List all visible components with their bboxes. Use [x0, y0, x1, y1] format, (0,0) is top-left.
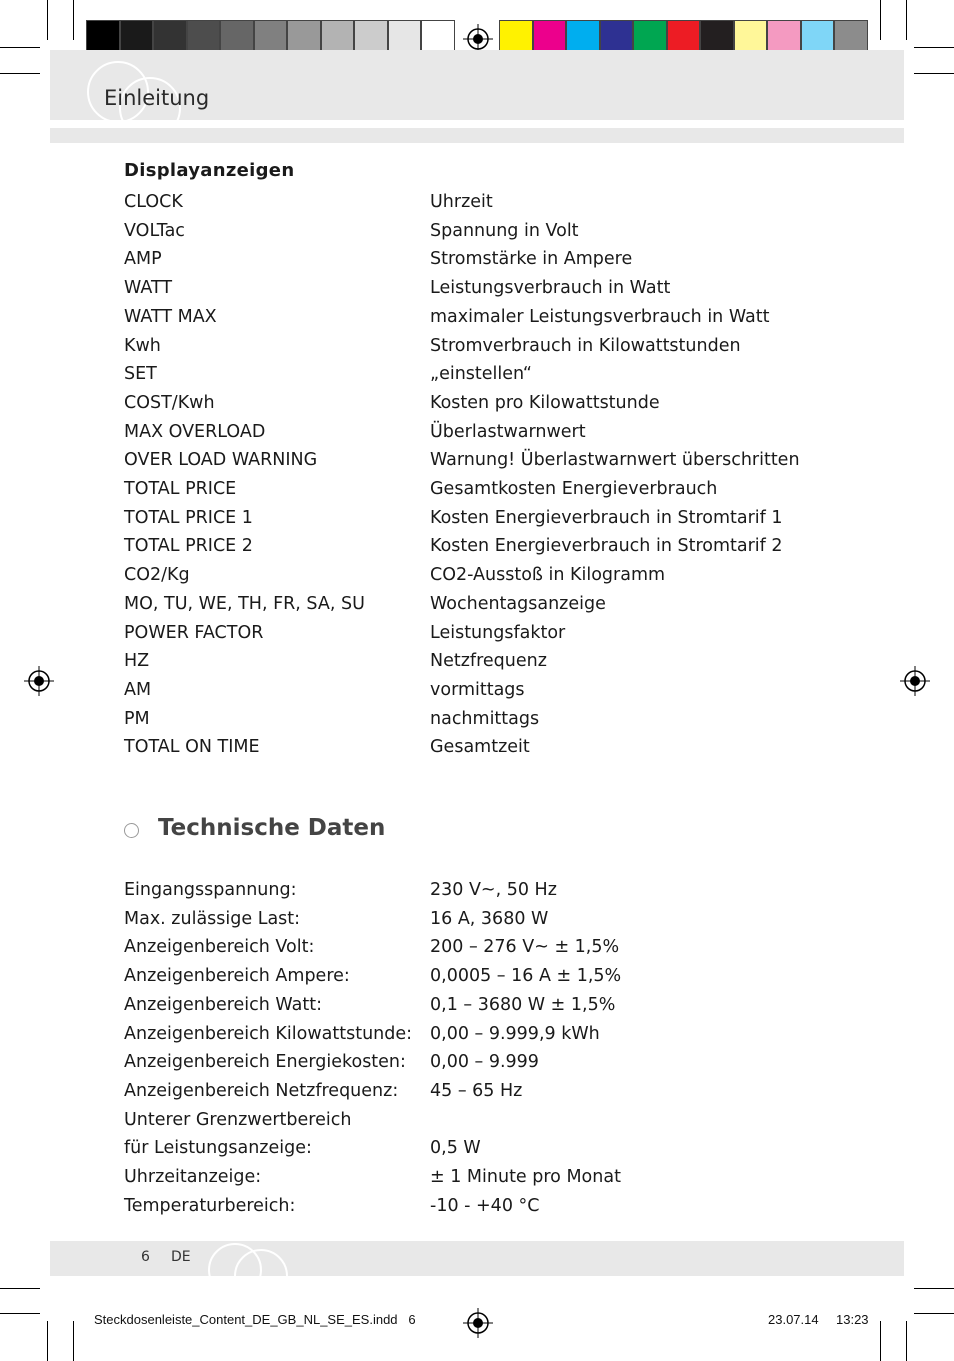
- row-description: 0,0005 – 16 A ± 1,5%: [430, 966, 622, 987]
- row-term: MAX OVERLOAD: [124, 421, 266, 442]
- color-swatch: [354, 20, 388, 53]
- row-term: CO2/Kg: [124, 565, 190, 586]
- color-swatch: [187, 20, 221, 53]
- header-strip: [50, 128, 904, 143]
- color-swatch: [566, 20, 600, 53]
- row-description: Kosten Energieverbrauch in Stromtarif 1: [430, 507, 783, 528]
- table-row: [124, 962, 824, 991]
- row-description: 0,00 – 9.999,9 kWh: [430, 1023, 600, 1044]
- row-description: Wochentagsanzeige: [430, 593, 606, 614]
- row-term: WATT MAX: [124, 306, 217, 327]
- row-description: 0,1 – 3680 W ± 1,5%: [430, 994, 616, 1015]
- crop-mark: [914, 1288, 954, 1289]
- row-description: 0,5 W: [430, 1138, 481, 1159]
- color-swatch: [633, 20, 667, 53]
- crop-mark: [906, 0, 907, 40]
- row-term: COST/Kwh: [124, 392, 215, 413]
- row-description: 0,00 – 9.999: [430, 1052, 539, 1073]
- row-description: nachmittags: [430, 708, 540, 729]
- crop-mark: [880, 0, 881, 40]
- row-term: TOTAL PRICE: [124, 479, 237, 499]
- page-title: Einleitung: [104, 86, 210, 110]
- row-term: Temperaturbereich:: [124, 1195, 296, 1216]
- table-row: [124, 303, 824, 332]
- color-swatch: [767, 20, 801, 53]
- row-term: AMP: [124, 249, 162, 270]
- row-description: Stromstärke in Ampere: [430, 249, 633, 270]
- color-swatch: [700, 20, 734, 53]
- row-term: PM: [124, 708, 150, 729]
- crop-mark: [914, 47, 954, 48]
- table-row: [124, 245, 824, 274]
- row-description: 16 A, 3680 W: [430, 908, 549, 929]
- row-description: -10 - +40 °C: [430, 1195, 540, 1216]
- row-description: Leistungsfaktor: [430, 622, 566, 643]
- slug-date: 23.07.14: [768, 1312, 819, 1327]
- color-swatch: [499, 20, 533, 53]
- row-description: 45 – 65 Hz: [430, 1080, 523, 1101]
- row-description: Leistungsverbrauch in Watt: [430, 278, 671, 299]
- slug-time: 13:23: [836, 1312, 869, 1327]
- language-code: DE: [171, 1249, 191, 1265]
- row-term: Kwh: [124, 335, 161, 356]
- bullet-circle-icon: [124, 823, 139, 838]
- table-row: [124, 504, 824, 533]
- table-row: [124, 876, 824, 905]
- row-term: TOTAL ON TIME: [124, 737, 260, 758]
- row-term: Max. zulässige Last:: [124, 908, 301, 929]
- row-term: HZ: [124, 651, 150, 672]
- row-term: MO, TU, WE, TH, FR, SA, SU: [124, 593, 365, 614]
- slug-filename: Steckdosenleiste_Content_DE_GB_NL_SE_ES.indd 6: [94, 1312, 416, 1327]
- row-description: maximaler Leistungsverbrauch in Watt: [430, 306, 770, 327]
- table-row: [124, 647, 824, 676]
- crop-mark: [906, 1321, 907, 1361]
- row-description: Warnung! Überlastwarnwert überschritten: [430, 450, 800, 471]
- table-row: [124, 705, 824, 734]
- color-swatch: [153, 20, 187, 53]
- color-swatch: [388, 20, 422, 53]
- table-row: [124, 1106, 824, 1135]
- crop-mark: [914, 73, 954, 74]
- row-term: Anzeigenbereich Kilowattstunde:: [124, 1023, 413, 1044]
- table-row: [124, 933, 824, 962]
- color-swatch: [533, 20, 567, 53]
- registration-mark-icon: [900, 666, 930, 696]
- table-row: [124, 619, 824, 648]
- row-description: 200 – 276 V~ ± 1,5%: [430, 937, 620, 958]
- row-term: TOTAL PRICE 2: [124, 536, 253, 557]
- row-term: POWER FACTOR: [124, 622, 264, 643]
- crop-mark: [0, 47, 40, 48]
- row-description: „einstellen“: [430, 364, 532, 385]
- color-swatch: [667, 20, 701, 53]
- row-description: 230 V~, 50 Hz: [430, 880, 557, 900]
- row-description: Kosten Energieverbrauch in Stromtarif 2: [430, 536, 783, 557]
- table-row: [124, 590, 824, 619]
- crop-mark: [73, 1321, 74, 1361]
- table-row: [124, 1163, 824, 1192]
- registration-mark-icon: [24, 666, 54, 696]
- color-swatch: [220, 20, 254, 53]
- table-row: [124, 446, 824, 475]
- color-swatch: [600, 20, 634, 53]
- row-term: CLOCK: [124, 192, 183, 212]
- table-row: [124, 332, 824, 361]
- color-swatch: [120, 20, 154, 53]
- row-description: CO2-Ausstoß in Kilogramm: [430, 565, 666, 586]
- table-row: [124, 1077, 824, 1106]
- color-swatch: [801, 20, 835, 53]
- row-term: AM: [124, 679, 152, 700]
- row-term: Unterer Grenzwertbereich: [124, 1109, 352, 1130]
- table-row: [124, 418, 824, 447]
- row-term: Anzeigenbereich Volt:: [124, 937, 315, 958]
- table-row: [124, 561, 824, 590]
- color-swatch: [734, 20, 768, 53]
- color-swatch: [321, 20, 355, 53]
- table-row: [124, 1134, 824, 1163]
- color-swatch: [834, 20, 868, 53]
- table-row: [124, 991, 824, 1020]
- row-description: Gesamtkosten Energieverbrauch: [430, 479, 718, 499]
- row-term: Anzeigenbereich Energiekosten:: [124, 1052, 406, 1073]
- crop-mark: [73, 0, 74, 40]
- row-term: Anzeigenbereich Ampere:: [124, 966, 350, 987]
- row-description: Kosten pro Kilowattstunde: [430, 392, 660, 413]
- table-row: [124, 274, 824, 303]
- page-number: 6: [141, 1249, 150, 1265]
- row-term: TOTAL PRICE 1: [124, 507, 253, 528]
- table-row: [124, 360, 824, 389]
- table-row: [124, 532, 824, 561]
- crop-mark: [880, 1321, 881, 1361]
- row-term: Anzeigenbereich Netzfrequenz:: [124, 1080, 399, 1101]
- table-row: [124, 389, 824, 418]
- color-swatch: [86, 20, 120, 53]
- row-description: Gesamtzeit: [430, 737, 530, 758]
- crop-mark: [47, 0, 48, 40]
- table-row: [124, 905, 824, 934]
- row-term: Eingangsspannung:: [124, 880, 297, 900]
- crop-mark: [0, 1313, 40, 1314]
- table-row: [124, 1020, 824, 1049]
- section-heading: Displayanzeigen: [124, 160, 295, 181]
- color-swatch: [254, 20, 288, 53]
- row-term: OVER LOAD WARNING: [124, 450, 318, 471]
- table-row: [124, 475, 824, 504]
- row-description: Uhrzeit: [430, 192, 493, 212]
- section-title: Technische Daten: [158, 815, 386, 841]
- row-term: VOLTac: [124, 220, 185, 241]
- crop-mark: [0, 73, 40, 74]
- crop-mark: [47, 1321, 48, 1361]
- crop-mark: [914, 1313, 954, 1314]
- row-term: SET: [124, 364, 157, 385]
- table-row: [124, 188, 824, 217]
- decorative-circles-icon: [205, 1230, 295, 1280]
- table-row: [124, 733, 824, 762]
- row-description: Stromverbrauch in Kilowattstunden: [430, 335, 741, 356]
- table-row: [124, 217, 824, 246]
- row-term: für Leistungsanzeige:: [124, 1138, 312, 1159]
- row-description: ± 1 Minute pro Monat: [430, 1167, 621, 1187]
- table-row: [124, 1192, 824, 1221]
- row-description: Netzfrequenz: [430, 651, 547, 672]
- color-swatch: [421, 20, 455, 53]
- registration-mark-icon: [463, 1308, 493, 1338]
- row-description: Spannung in Volt: [430, 220, 579, 241]
- table-row: [124, 676, 824, 705]
- row-term: WATT: [124, 278, 173, 299]
- color-swatch: [287, 20, 321, 53]
- row-description: Überlastwarnwert: [430, 421, 586, 442]
- row-description: vormittags: [430, 679, 525, 700]
- table-row: [124, 1048, 824, 1077]
- crop-mark: [0, 1288, 40, 1289]
- row-term: Uhrzeitanzeige:: [124, 1167, 262, 1187]
- row-term: Anzeigenbereich Watt:: [124, 994, 322, 1015]
